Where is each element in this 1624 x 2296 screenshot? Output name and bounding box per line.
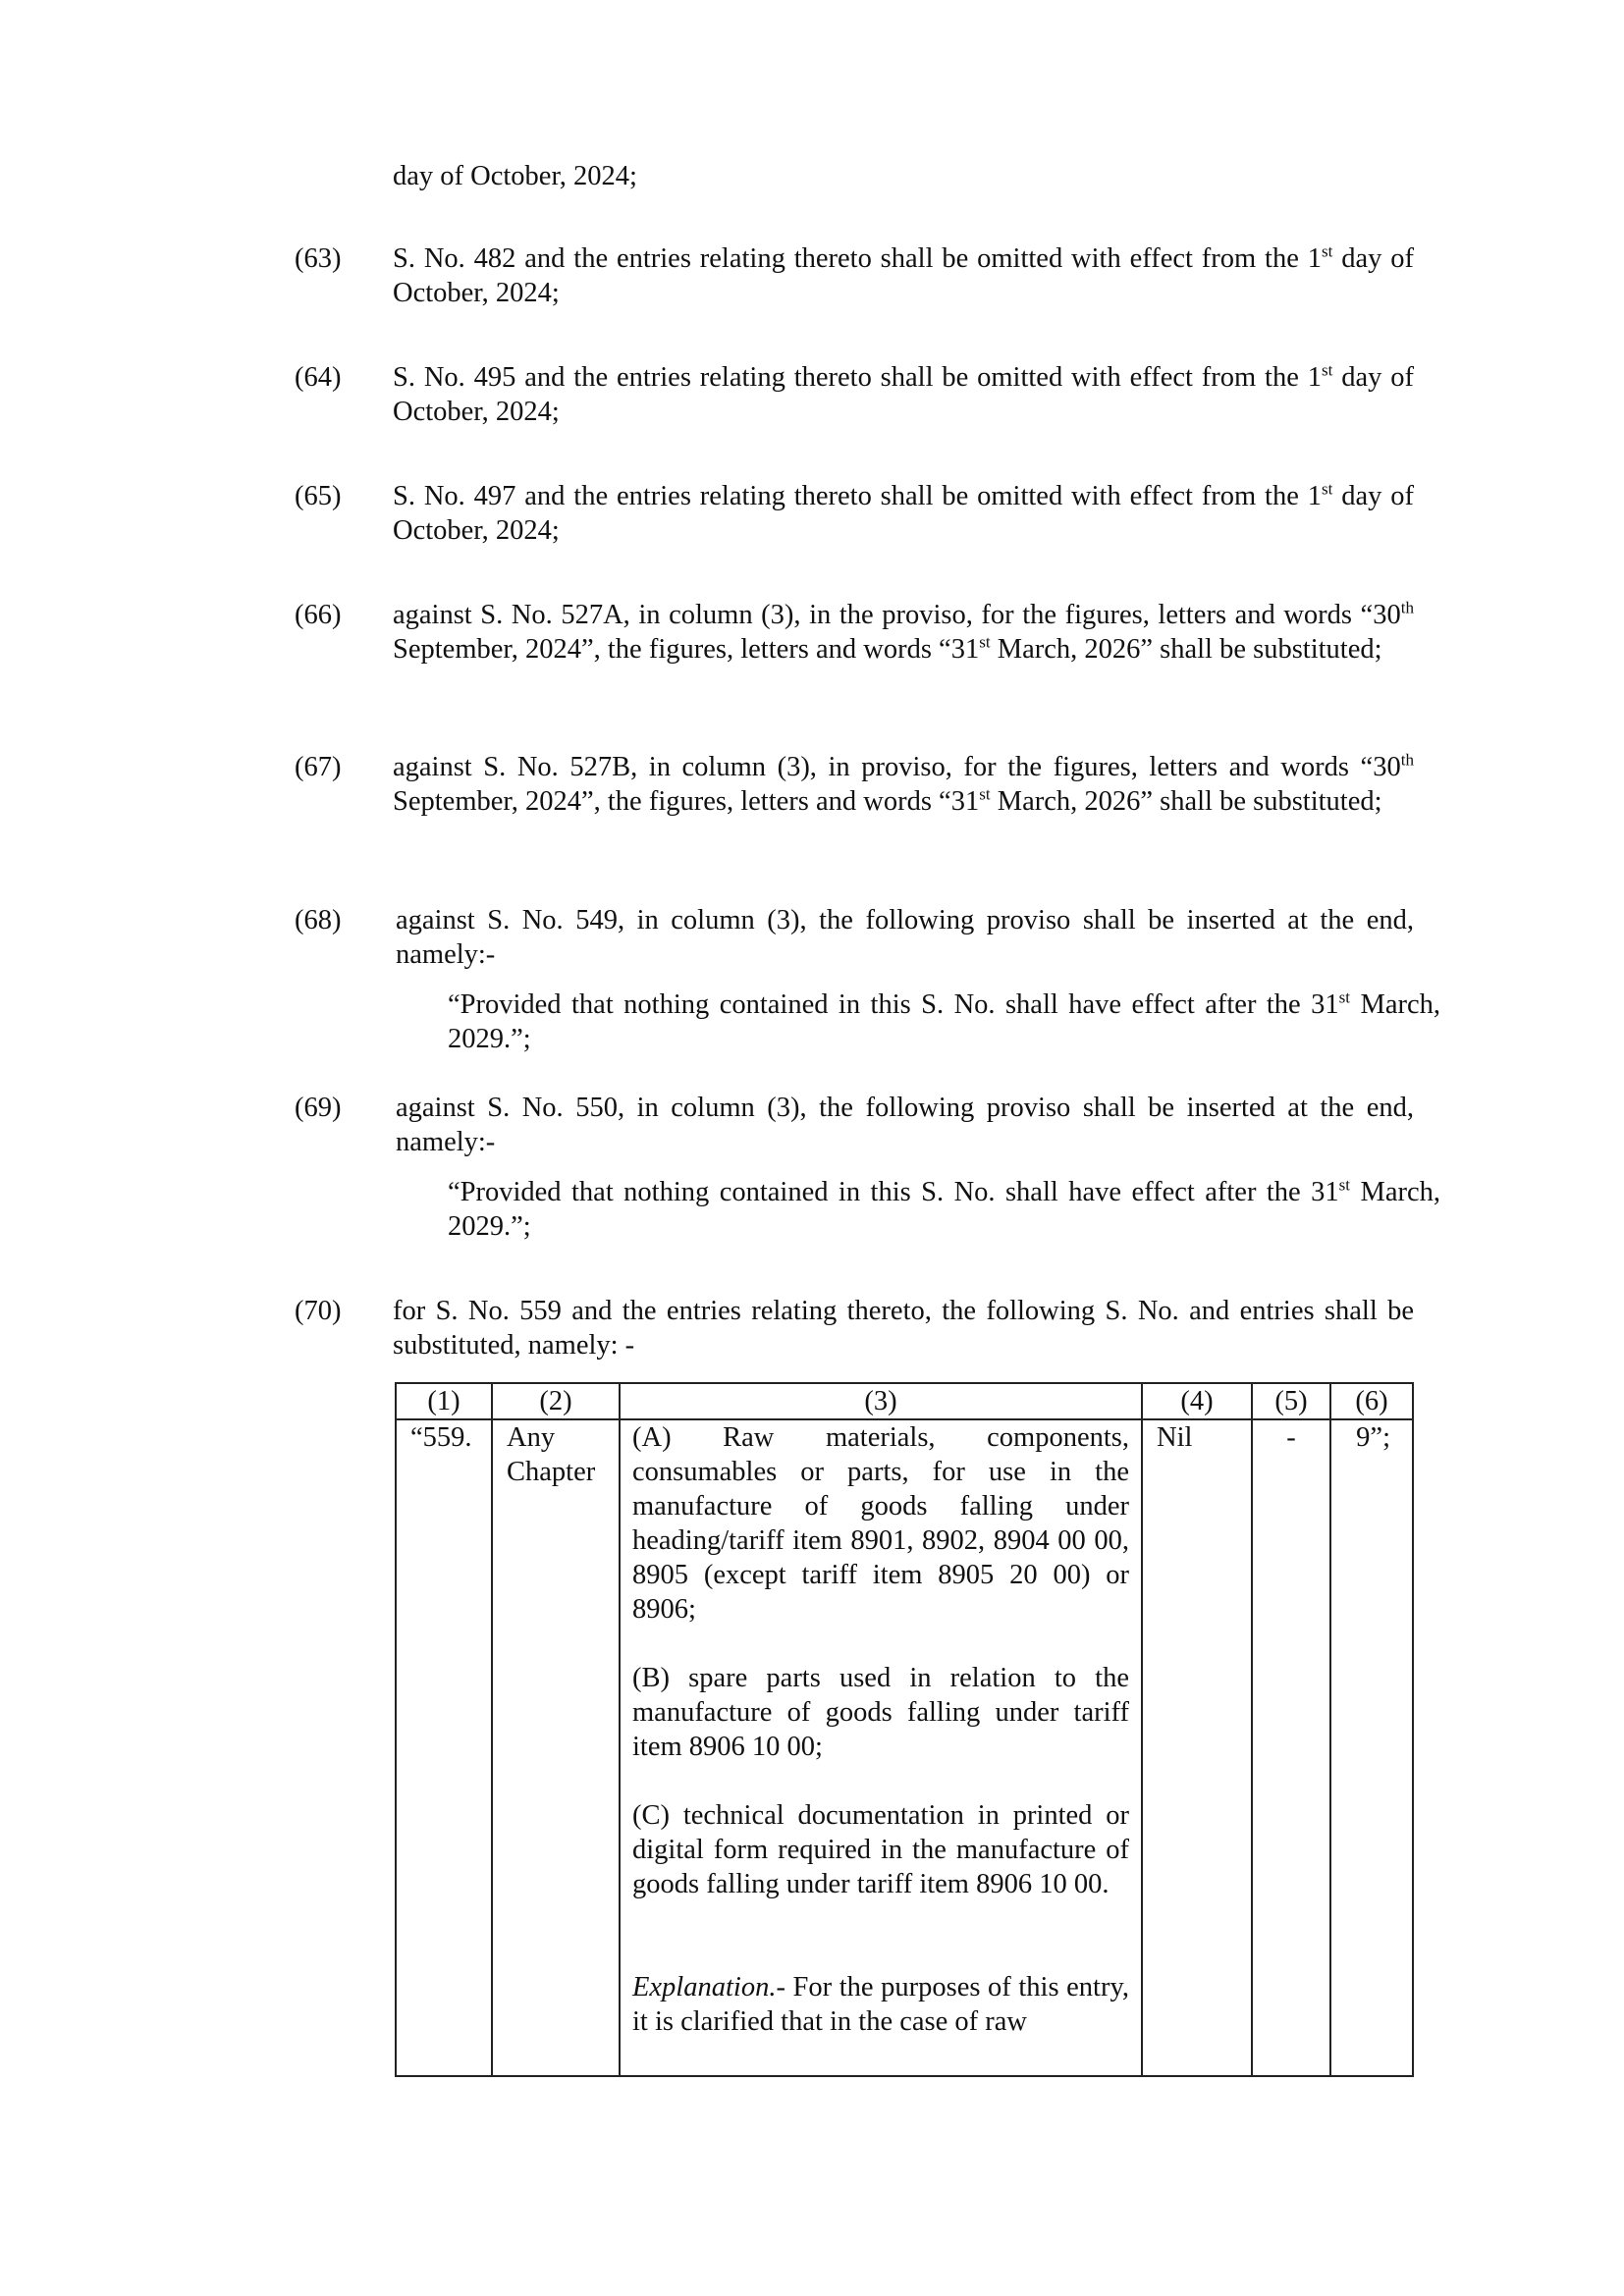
description-part-a: (A) Raw materials, components, consumables or parts, for use in the manufacture of goods falling under heading/tariff item 8901, 8902, 8904 00 00, 8905 (except tariff item 8905 20 00) or 8906;	[632, 1422, 1129, 1625]
proviso-quote-68: “Provided that nothing contained in this S. No. shall have effect after the 31st March, 2029.”;	[448, 988, 1440, 1054]
clause-number: (63)	[295, 243, 342, 274]
column-header: (5)	[1252, 1383, 1330, 1419]
proviso-quote-69: “Provided that nothing contained in this S. No. shall have effect after the 31st March, 2029.”;	[448, 1175, 1440, 1242]
clause-number: (64)	[295, 362, 342, 393]
column-5-cell: -	[1252, 1419, 1330, 2076]
serial-number-cell: “559.	[396, 1419, 492, 2076]
column-header: (1)	[396, 1383, 492, 1419]
clause-number: (66)	[295, 600, 342, 630]
column-header: (2)	[492, 1383, 620, 1419]
chapter-cell: Any Chapter	[492, 1419, 620, 2076]
description-part-b: (B) spare parts used in relation to the manufacture of goods falling under tariff item 8906 10 00;	[632, 1663, 1129, 1762]
clause-number: (65)	[295, 481, 342, 511]
clause-text: against S. No. 527A, in column (3), in the proviso, for the figures, letters and words “30th September, 2024”, the figures, letters and words “31st March, 2026” shall be substituted;	[393, 598, 1414, 665]
column-header: (6)	[1330, 1383, 1413, 1419]
clause-text: S. No. 482 and the entries relating thereto shall be omitted with effect from the 1st day of October, 2024;	[393, 241, 1415, 308]
continuation-text: day of October, 2024;	[393, 161, 637, 191]
schedule-table	[395, 1382, 1414, 2077]
clause-text: against S. No. 527B, in column (3), in proviso, for the figures, letters and words “30th September, 2024”, the figures, letters and words “31st March, 2026” shall be substituted;	[393, 750, 1414, 817]
column-header: (4)	[1142, 1383, 1252, 1419]
clause-text: S. No. 497 and the entries relating thereto shall be omitted with effect from the 1st day of October, 2024;	[393, 479, 1415, 546]
column-header: (3)	[620, 1383, 1142, 1419]
clause-number: (68)	[295, 905, 342, 935]
table-header-row	[396, 1383, 1413, 1419]
clause-number: (69)	[295, 1093, 342, 1123]
condition-cell: 9”;	[1330, 1419, 1413, 2076]
explanation-text: Explanation.- For the purposes of this entry, it is clarified that in the case of raw	[632, 1972, 1129, 2037]
clause-text: against S. No. 550, in column (3), the following proviso shall be inserted at the end, namely:-	[396, 1093, 1414, 1157]
clause-text: against S. No. 549, in column (3), the following proviso shall be inserted at the end, namely:-	[396, 905, 1414, 970]
description-cell	[620, 1419, 1142, 2076]
description-part-c: (C) technical documentation in printed or digital form required in the manufacture of goods falling under tariff item 8906 10 00.	[632, 1800, 1129, 1899]
clause-number: (70)	[295, 1296, 342, 1326]
table-row	[396, 1419, 1413, 2076]
explanation-label: Explanation.	[632, 1972, 777, 2002]
clause-number: (67)	[295, 752, 342, 782]
rate-cell: Nil	[1142, 1419, 1252, 2076]
clause-text: for S. No. 559 and the entries relating thereto, the following S. No. and entries shall be substituted, namely: -	[393, 1296, 1414, 1361]
clause-text: S. No. 495 and the entries relating thereto shall be omitted with effect from the 1st day of October, 2024;	[393, 360, 1415, 427]
